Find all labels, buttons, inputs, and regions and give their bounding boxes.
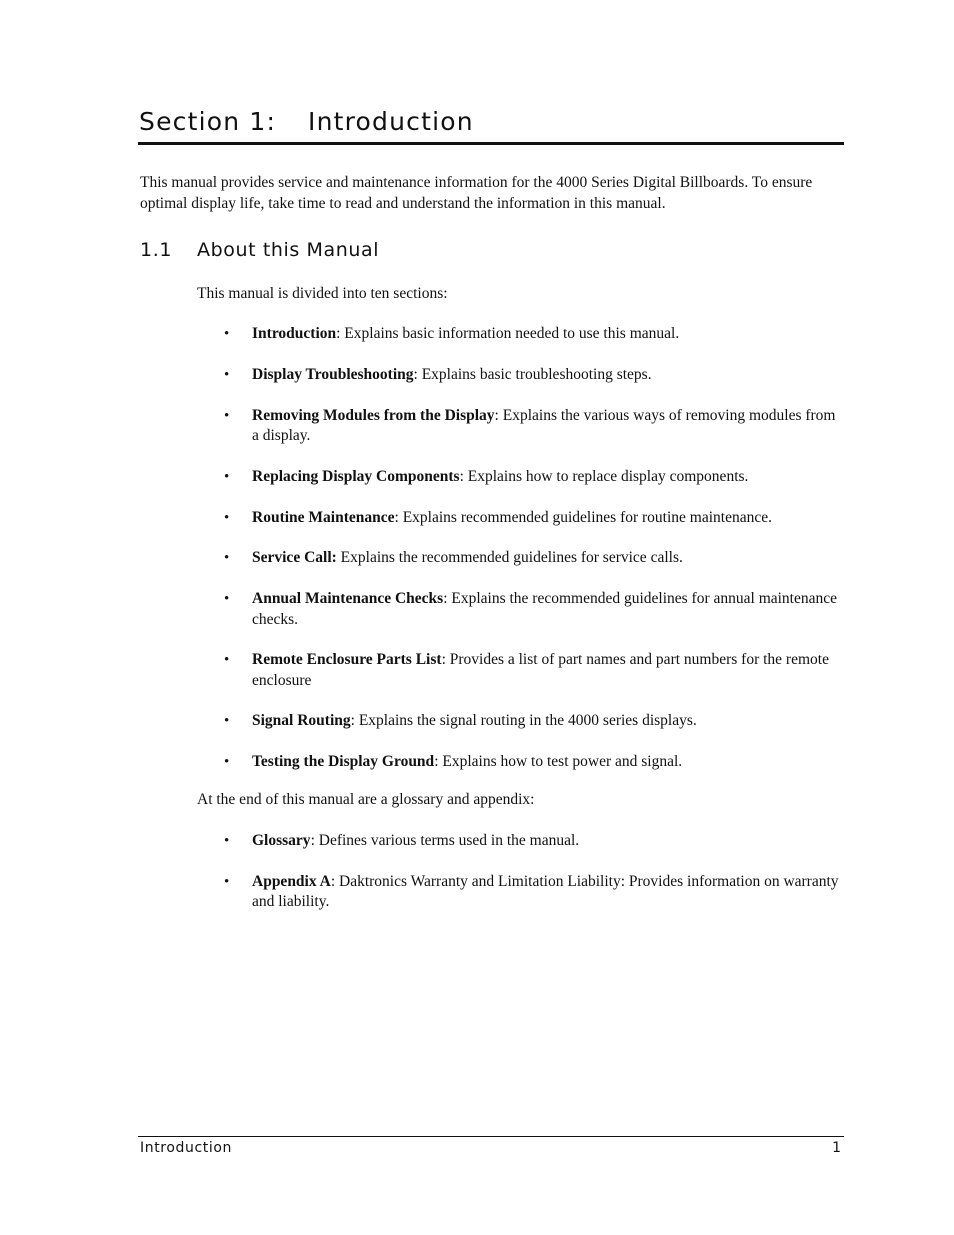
list-item-term: Signal Routing (252, 712, 351, 729)
list-item (222, 872, 844, 913)
list-item-term: Annual Maintenance Checks (252, 590, 444, 607)
list-item (222, 365, 844, 386)
list-item-desc: : Explains recommended guidelines for routine maintenance. (394, 508, 772, 526)
list-item-term: Introduction (252, 325, 337, 342)
list-item (222, 508, 844, 529)
list-item (222, 548, 844, 569)
list-item-term: Glossary (252, 832, 311, 849)
list-item-desc: : Explains the signal routing in the 4000 series displays. (350, 712, 697, 729)
sections-lead: This manual is divided into ten sections: (197, 285, 448, 302)
list-item-desc: : Defines various terms used in the manual. (310, 832, 580, 849)
list-item-desc: : Explains basic information needed to use this manual. (336, 325, 680, 342)
list-item-term: Appendix A (252, 872, 331, 890)
footer-section-name: Introduction (140, 1140, 232, 1156)
list-item-term: Testing the Display Ground (252, 753, 435, 770)
appendix-lead: At the end of this manual are a glossary and appendix: (197, 791, 535, 808)
list-item-desc: : Explains how to test power and signal. (434, 753, 683, 770)
section-title-text: Introduction (308, 107, 474, 136)
list-item (222, 406, 844, 447)
intro-paragraph: This manual provides service and maintenance information for the 4000 Series Digital Billboards. To ensure optimal display life, take time to read and understand the information in this manual. (140, 174, 813, 212)
title-rule (138, 142, 844, 145)
subsection-title: About this Manual (197, 239, 380, 261)
list-item-term: Routine Maintenance (252, 508, 395, 526)
sections-list (222, 324, 844, 773)
section-title (139, 107, 844, 136)
list-item-term: Remote Enclosure Parts List (252, 651, 442, 668)
list-item-term: Service Call: (252, 549, 337, 566)
list-item (222, 650, 844, 691)
list-item-desc: : Explains how to replace display components. (459, 467, 749, 485)
subsection-number: 1.1 (140, 239, 173, 261)
list-item-desc: : Daktronics Warranty and Limitation Liability: Provides information on warranty and liability. (252, 872, 839, 910)
footer-rule (138, 1136, 844, 1137)
list-item (222, 589, 844, 630)
list-item-term: Removing Modules from the Display (252, 406, 495, 424)
list-item-term: Display Troubleshooting (252, 366, 414, 383)
footer-page-number: 1 (832, 1140, 841, 1156)
appendix-list (222, 831, 844, 913)
list-item-desc: : Provides a list of part names and part numbers for the remote enclosure (252, 651, 829, 689)
list-item-desc: : Explains basic troubleshooting steps. (413, 366, 652, 383)
section-number: Section 1: (139, 107, 277, 136)
list-item (222, 711, 844, 732)
list-item-term: Replacing Display Components (252, 467, 460, 485)
list-item (222, 831, 844, 852)
list-item-desc: Explains the recommended guidelines for service calls. (336, 549, 683, 566)
list-item (222, 752, 844, 773)
list-item (222, 467, 844, 488)
list-item-desc: : Explains the recommended guidelines for annual maintenance checks. (252, 590, 838, 628)
list-item-desc: : Explains the various ways of removing modules from a display. (252, 406, 836, 444)
subsection-heading (140, 239, 379, 261)
list-item (222, 324, 844, 345)
